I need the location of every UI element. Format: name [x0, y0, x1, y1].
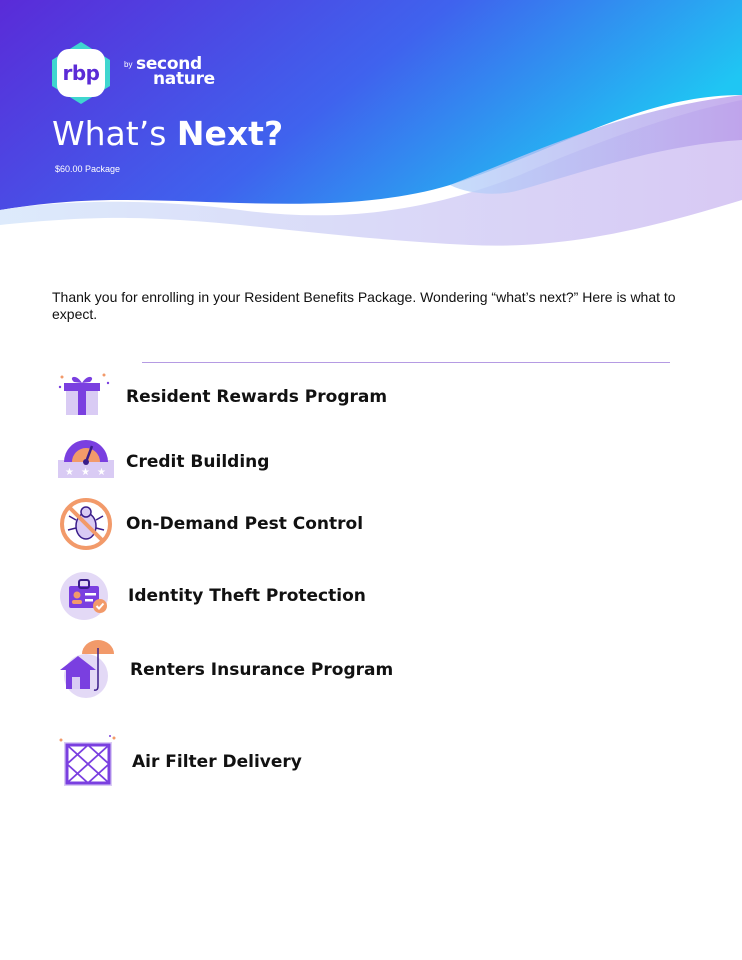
divider — [142, 362, 670, 363]
title-regular: What’s — [52, 114, 177, 153]
package-price: $60.00 Package — [55, 164, 121, 174]
rbp-logo-text: rbp — [62, 61, 100, 85]
page-title — [52, 114, 283, 153]
brand-line-2: nature — [153, 69, 215, 89]
benefit-renters-insurance — [56, 640, 393, 700]
gift-icon — [56, 367, 116, 427]
umbrella-house-icon — [56, 640, 116, 700]
by-label: by — [124, 60, 133, 69]
id-badge-icon — [56, 566, 116, 626]
benefit-label: Credit Building — [126, 452, 270, 472]
second-nature-logo — [136, 54, 215, 89]
credit-gauge-icon — [56, 432, 116, 492]
benefit-pest-control — [56, 494, 363, 554]
svg-text:★: ★ — [65, 467, 74, 478]
benefit-credit-building — [56, 432, 269, 492]
benefit-label: Air Filter Delivery — [132, 752, 302, 772]
benefit-identity-theft — [56, 566, 366, 626]
benefit-resident-rewards — [56, 367, 387, 427]
benefit-label: Renters Insurance Program — [130, 660, 394, 680]
intro-text: Thank you for enrolling in your Resident Benefits Package. Wondering “what’s next?” Here is what to expect. — [52, 289, 676, 322]
brand-line-1: second — [136, 54, 202, 74]
benefit-label: Resident Rewards Program — [126, 387, 388, 407]
header-banner — [0, 0, 742, 270]
no-bug-icon — [56, 494, 116, 554]
svg-text:★: ★ — [97, 467, 106, 478]
svg-text:★: ★ — [81, 467, 90, 478]
air-filter-icon — [56, 732, 116, 792]
title-bold: Next? — [176, 114, 284, 153]
benefit-label: On-Demand Pest Control — [126, 514, 364, 534]
benefit-air-filter — [56, 732, 302, 792]
benefit-label: Identity Theft Protection — [128, 586, 366, 606]
